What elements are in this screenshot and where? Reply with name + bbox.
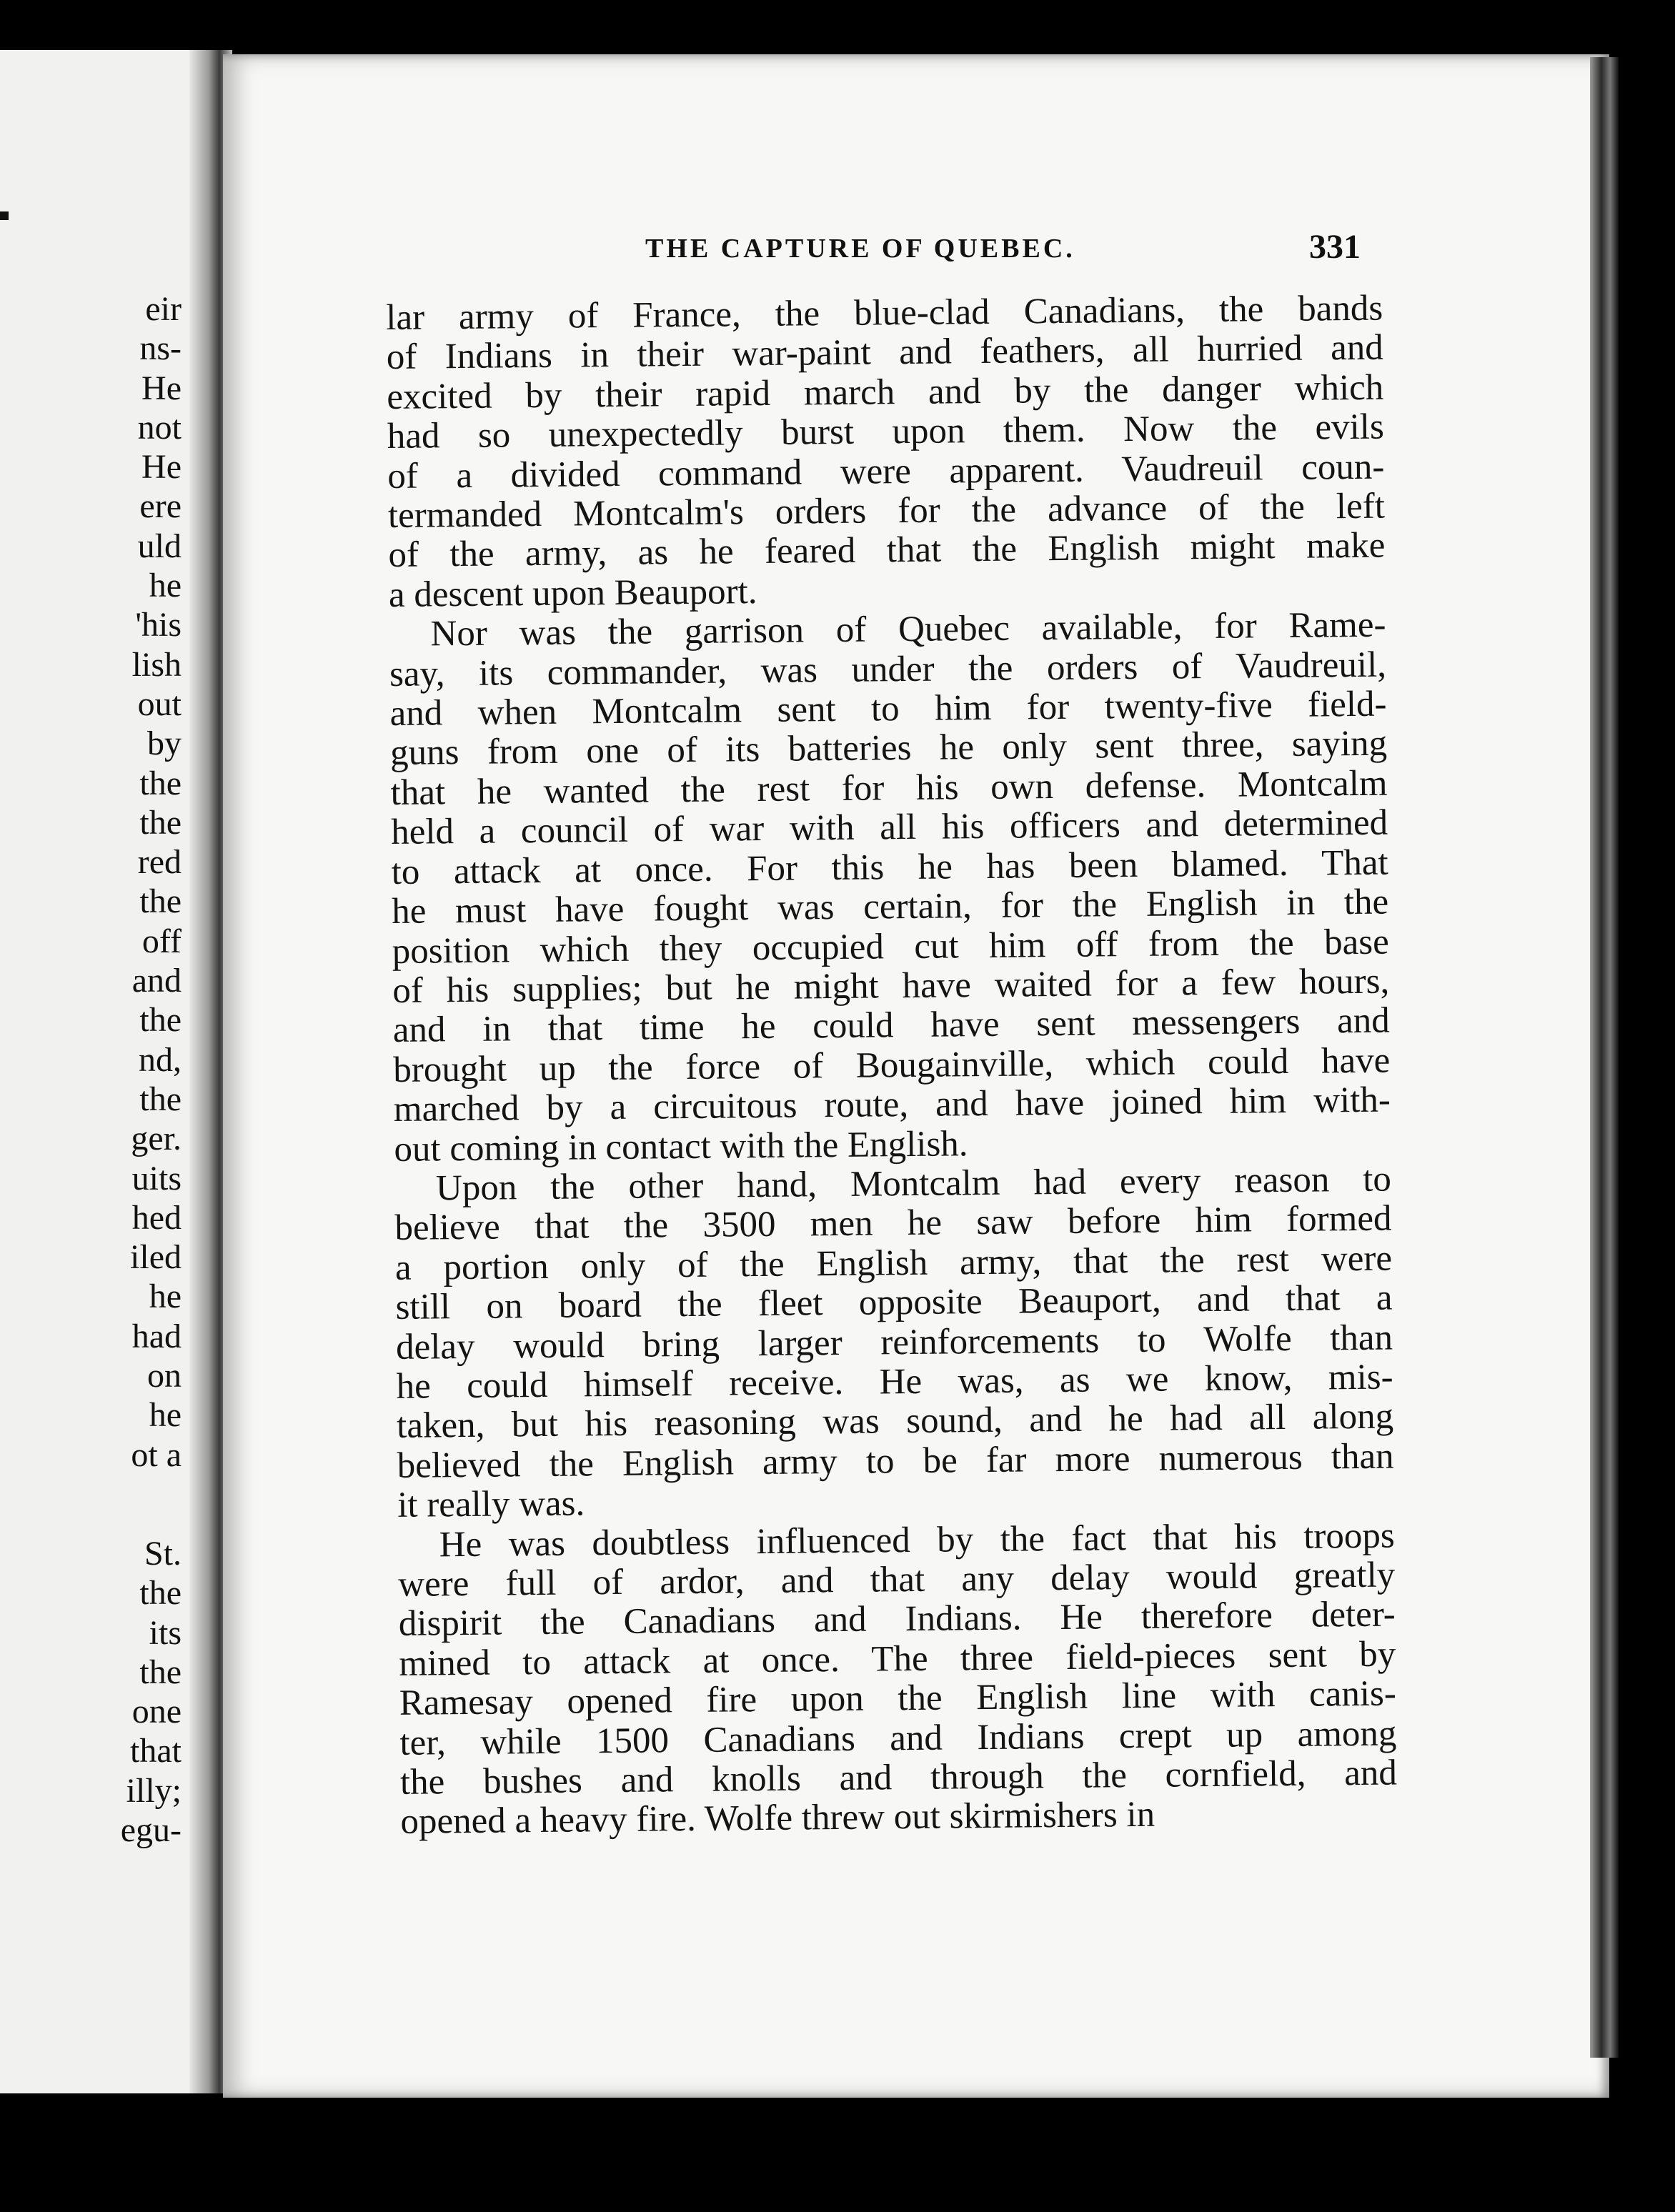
text-line: and in that time he could have sent messengers and xyxy=(392,1000,1391,1051)
previous-page-line-fragment: ns- xyxy=(139,329,182,368)
text-line: were full of ardor, and that any delay would greatly xyxy=(398,1555,1396,1605)
previous-page-line-fragment: on xyxy=(147,1357,182,1395)
text-line: guns from one of its batteries he only sent three, saying xyxy=(389,724,1388,774)
previous-page-line-fragment: uld xyxy=(137,527,182,565)
text-line: position which they occupied cut him off from the base xyxy=(392,922,1389,972)
previous-page-line-fragment: hed xyxy=(131,1198,182,1237)
previous-page-line-fragments xyxy=(121,289,182,1850)
text-line: brought up the force of Bougainville, which could have xyxy=(393,1040,1391,1090)
text-line: a portion only of the English army, that the rest were xyxy=(394,1238,1393,1288)
page-number: 331 xyxy=(1309,228,1361,266)
text-line: mined to attack at once. The three field-pieces sent by xyxy=(399,1634,1396,1684)
previous-page-line-fragment: lish xyxy=(131,645,182,684)
text-line: that he wanted the rest for his own defense. Montcalm xyxy=(390,763,1388,813)
text-line: dispirit the Canadians and Indians. He therefore deter- xyxy=(398,1594,1396,1645)
text-line: it really was. xyxy=(397,1483,585,1526)
previous-page-line-fragment: the xyxy=(139,882,182,921)
text-line: opened a heavy fire. Wolfe threw out skirmishers in xyxy=(400,1795,1155,1843)
previous-page-line-fragment: nd, xyxy=(139,1040,182,1079)
previous-page-line-fragment: he xyxy=(149,1396,182,1435)
body-text xyxy=(386,289,1398,1843)
previous-page-line-fragment: uits xyxy=(131,1159,182,1197)
text-line: lar army of France, the blue-clad Canadians, the bands xyxy=(385,288,1383,338)
previous-page-line-fragment: He xyxy=(141,369,182,407)
text-line: of his supplies; but he might have waited for a few hours, xyxy=(392,961,1390,1011)
previous-page-line-fragment: not xyxy=(137,408,182,447)
previous-page-line-fragment: the xyxy=(139,803,182,842)
previous-page-line-fragment: by xyxy=(147,724,182,763)
previous-page-line-fragment: ger. xyxy=(131,1120,182,1158)
previous-page-line-fragment: had xyxy=(131,1317,182,1355)
text-line: of Indians in their war-paint and feathers, all hurried and xyxy=(386,328,1383,378)
text-line: delay would bring larger reinforcements to Wolfe than xyxy=(395,1317,1393,1367)
previous-page-line-fragment: illy; xyxy=(126,1771,182,1810)
text-line: excited by their rapid march and by the danger which xyxy=(387,367,1384,417)
previous-page-line-fragment xyxy=(121,1475,182,1534)
text-line: Nor was the garrison of Quebec available, for Rame- xyxy=(430,604,1386,654)
text-line: still on board the fleet opposite Beauport, and that a xyxy=(395,1277,1393,1328)
text-line: ter, while 1500 Canadians and Indians crept up among xyxy=(399,1713,1397,1763)
running-head: THE CAPTURE OF QUEBEC. xyxy=(645,234,1075,264)
text-line: believe that the 3500 men he saw before him formed xyxy=(394,1198,1392,1249)
text-line: say, its commander, was under the orders of Vaudreuil, xyxy=(389,644,1387,694)
previous-page-line-fragment: He xyxy=(141,448,182,487)
page-stack-edge xyxy=(1590,57,1619,2058)
text-line: believed the English army to be far more numerous than xyxy=(397,1436,1394,1486)
text-line: termanded Montcalm's orders for the advance of the left xyxy=(387,486,1386,537)
previous-page-line-fragment: ere xyxy=(139,487,182,526)
previous-page-line-fragment: St. xyxy=(144,1534,182,1573)
previous-page-line-fragment: 'his xyxy=(135,606,182,644)
text-line: Ramesay opened fire upon the English line with canis- xyxy=(399,1673,1397,1724)
ink-speck xyxy=(0,211,9,220)
text-line: He was doubtless influenced by the fact that his troops xyxy=(439,1515,1395,1565)
text-line: had so unexpectedly burst upon them. Now the evils xyxy=(387,407,1385,457)
previous-page-line-fragment: eir xyxy=(145,290,182,328)
previous-page-line-fragment: red xyxy=(137,843,182,882)
previous-page-line-fragment: the xyxy=(139,764,182,802)
text-line: of a divided command were apparent. Vaudreuil coun- xyxy=(387,447,1385,497)
text-line: the bushes and knolls and through the cornfield, and xyxy=(399,1753,1398,1803)
previous-page-edge xyxy=(0,50,214,2093)
previous-page-line-fragment: ot a xyxy=(131,1435,182,1474)
previous-page-line-fragment: the xyxy=(139,1653,182,1691)
text-line: out coming in contact with the English. xyxy=(394,1123,968,1170)
text-line: he must have fought was certain, for the English in the xyxy=(391,882,1389,932)
previous-page-line-fragment: he xyxy=(149,1277,182,1316)
previous-page-line-fragment: off xyxy=(141,922,182,960)
text-line: he could himself receive. He was, as we know, mis- xyxy=(396,1357,1393,1407)
previous-page-line-fragment: the xyxy=(139,1574,182,1613)
previous-page-line-fragment: the xyxy=(139,1001,182,1040)
text-line: and when Montcalm sent to him for twenty-five field- xyxy=(389,684,1387,734)
previous-page-line-fragment: that xyxy=(130,1732,182,1770)
previous-page-line-fragment: the xyxy=(139,1080,182,1118)
text-line: to attack at once. For this he has been blamed. That xyxy=(391,842,1388,892)
previous-page-line-fragment: iled xyxy=(130,1238,182,1277)
previous-page-line-fragment: one xyxy=(131,1693,182,1731)
text-line: a descent upon Beauport. xyxy=(388,571,757,615)
previous-page-line-fragment: egu- xyxy=(120,1810,182,1849)
text-line: of the army, as he feared that the English might make xyxy=(388,526,1386,576)
text-line: held a council of war with all his officers and determined xyxy=(390,802,1388,853)
text-line: Upon the other hand, Montcalm had every reason to xyxy=(435,1159,1392,1209)
text-line: taken, but his reasoning was sound, and he had all along xyxy=(396,1396,1394,1447)
previous-page-line-fragment: and xyxy=(131,962,182,1000)
previous-page-line-fragment: out xyxy=(137,684,182,723)
previous-page-line-fragment: its xyxy=(149,1613,182,1652)
text-line: marched by a circuitous route, and have joined him with- xyxy=(393,1080,1391,1130)
previous-page-line-fragment: he xyxy=(149,567,182,605)
